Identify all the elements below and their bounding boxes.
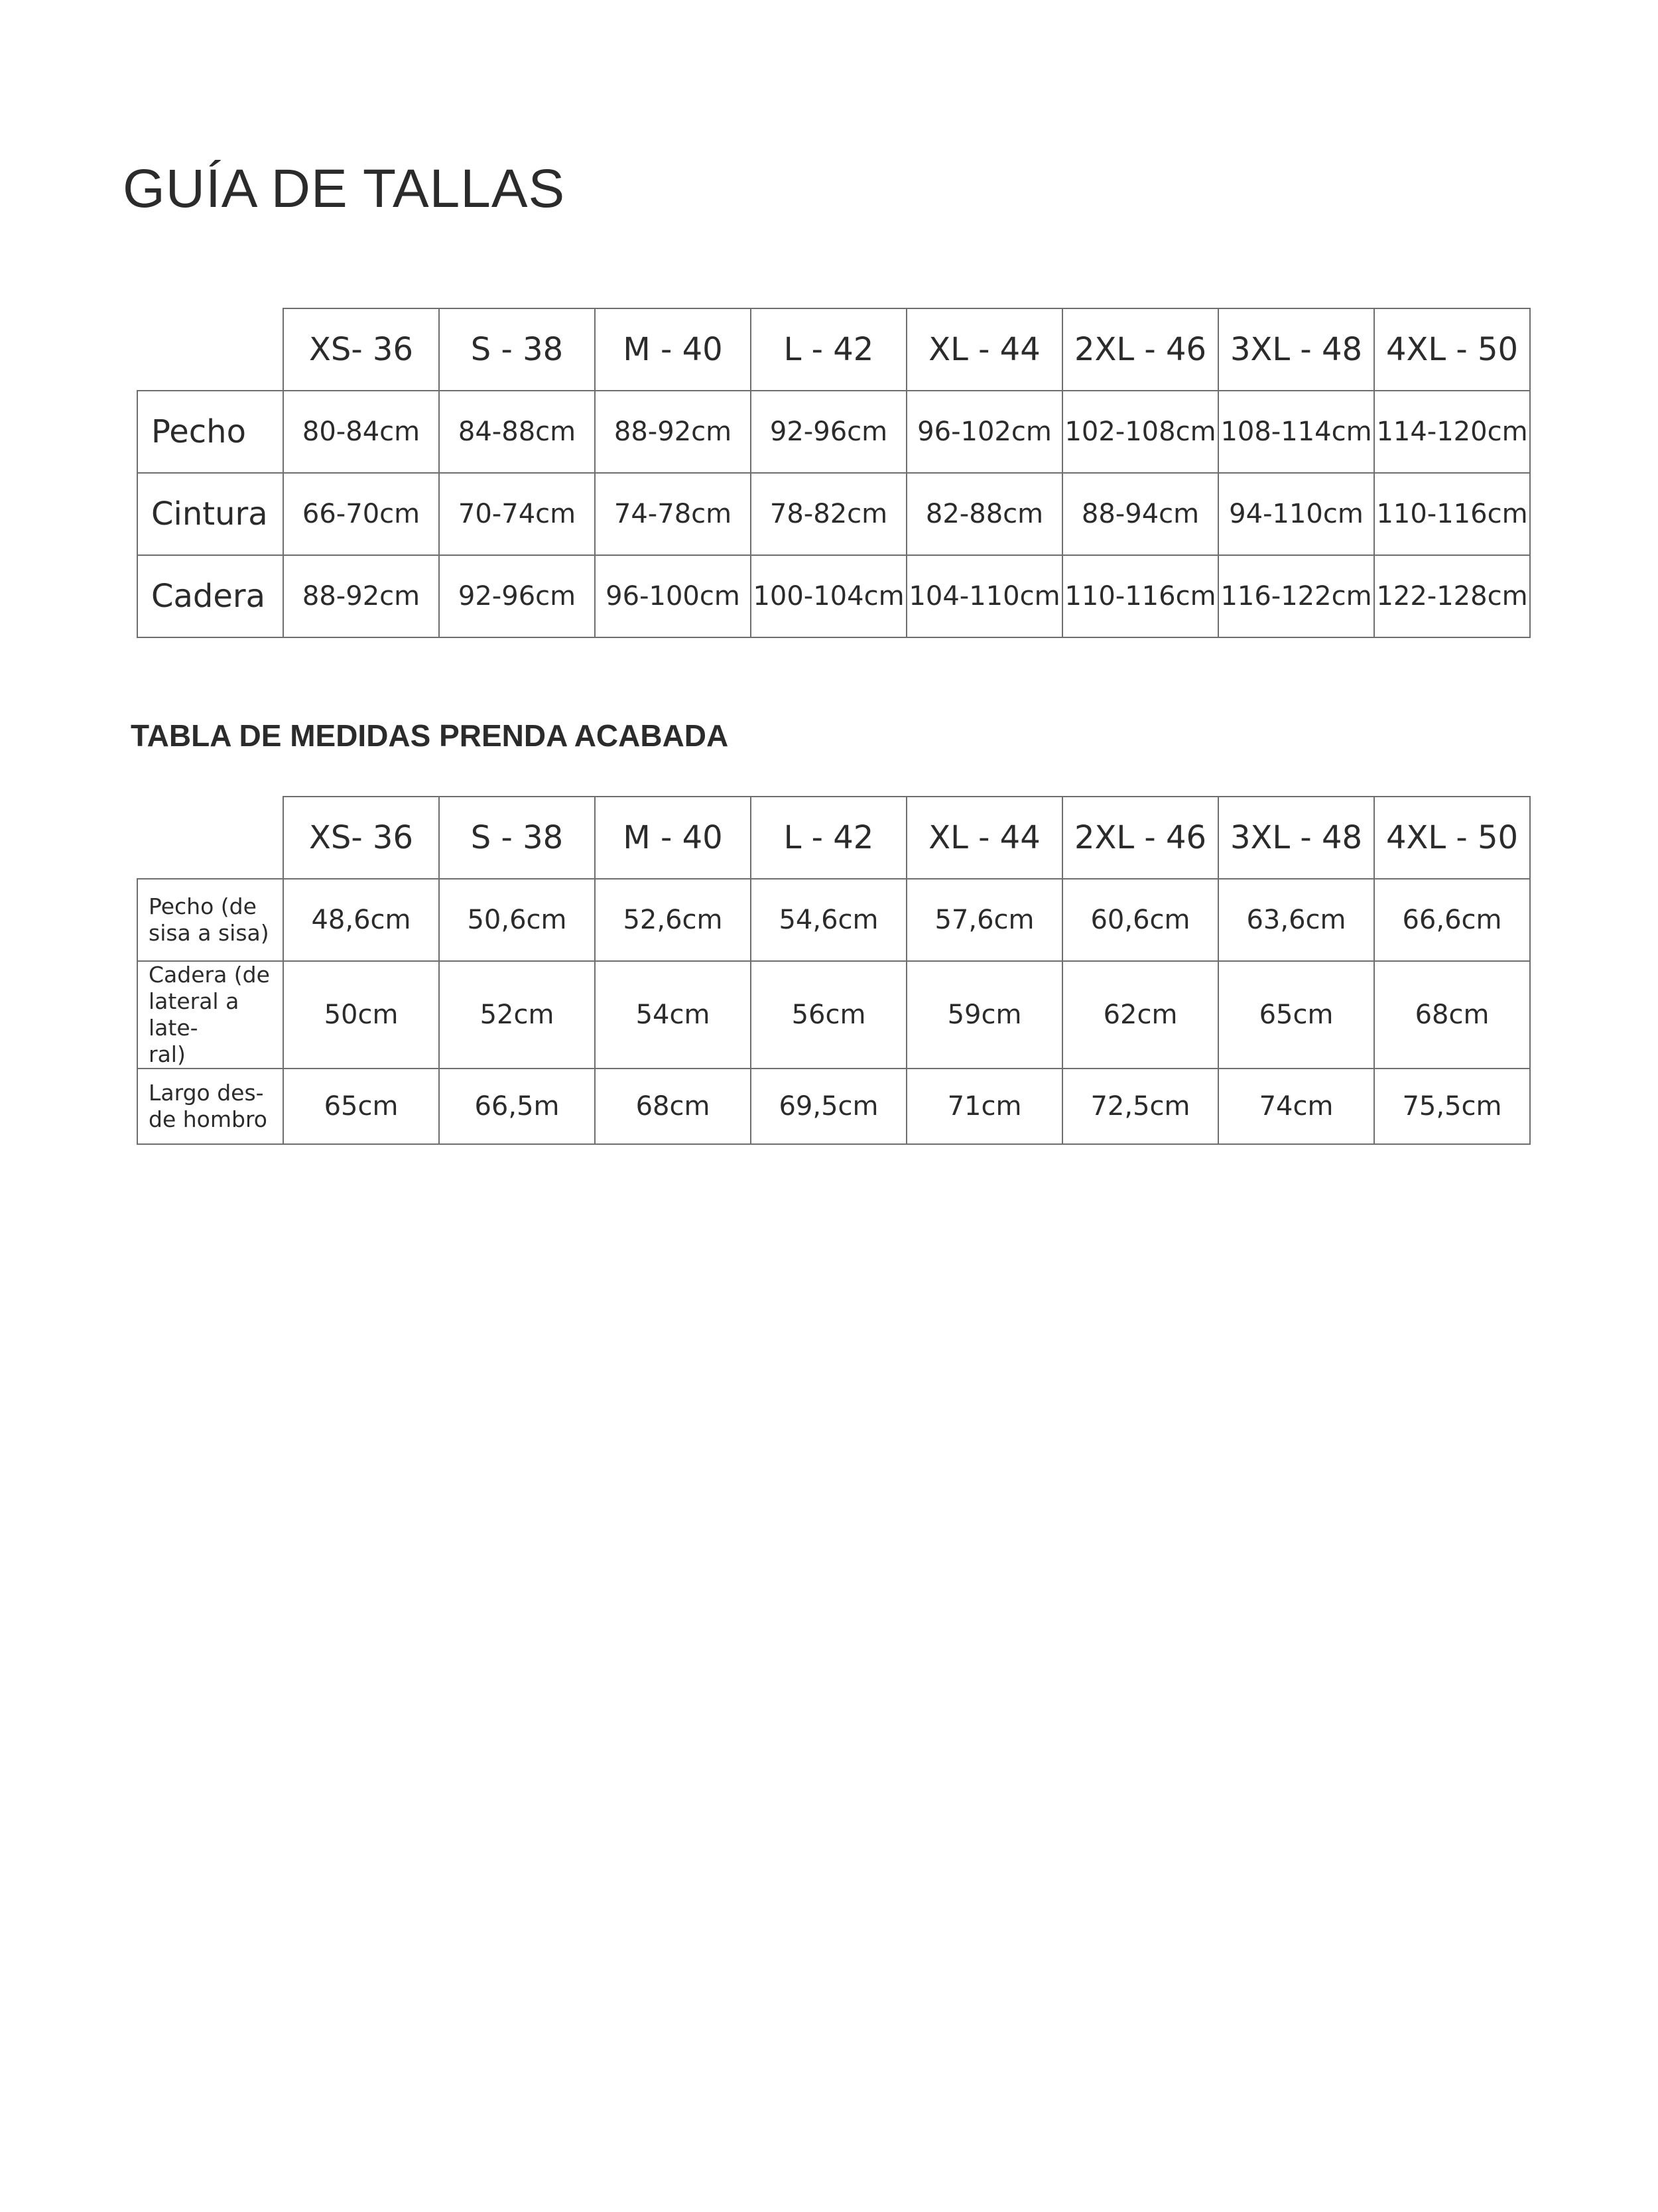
value-cell: 122-128cm — [1374, 555, 1530, 637]
row-label-line: sisa a sisa) — [149, 920, 269, 946]
value-cell: 69,5cm — [751, 1069, 907, 1144]
page-title: GUÍA DE TALLAS — [123, 159, 566, 219]
value-cell: 104-110cm — [907, 555, 1062, 637]
value-cell: 65cm — [1218, 961, 1374, 1069]
table-row — [137, 1069, 1530, 1144]
table-row — [137, 391, 1530, 473]
value-cell: 52,6cm — [595, 879, 751, 961]
value-cell: 92-96cm — [439, 555, 595, 637]
value-cell: 84-88cm — [439, 391, 595, 473]
size-header-row — [137, 797, 1530, 879]
value-cell: 50cm — [283, 961, 439, 1069]
value-cell: 59cm — [907, 961, 1062, 1069]
value-cell: 100-104cm — [751, 555, 907, 637]
table-row — [137, 473, 1530, 555]
row-label-line: de hombro — [149, 1106, 267, 1132]
size-header-cell: L - 42 — [751, 308, 907, 391]
value-cell: 75,5cm — [1374, 1069, 1530, 1144]
value-cell: 52cm — [439, 961, 595, 1069]
value-cell: 108-114cm — [1218, 391, 1374, 473]
value-cell: 88-92cm — [595, 391, 751, 473]
size-header-cell: L - 42 — [751, 797, 907, 879]
value-cell: 60,6cm — [1062, 879, 1218, 961]
value-cell: 88-92cm — [283, 555, 439, 637]
row-label-line: Pecho (de — [149, 893, 257, 919]
value-cell: 54,6cm — [751, 879, 907, 961]
value-cell: 66,5m — [439, 1069, 595, 1144]
value-cell: 116-122cm — [1218, 555, 1374, 637]
row-label-line: Cadera (de — [149, 962, 270, 988]
value-cell: 80-84cm — [283, 391, 439, 473]
finished-measurements-heading: TABLA DE MEDIDAS PRENDA ACABADA — [131, 718, 729, 753]
row-label-pecho-sisa — [137, 879, 283, 961]
value-cell: 88-94cm — [1062, 473, 1218, 555]
size-header-row — [137, 308, 1530, 391]
row-label-line: lateral a late- — [149, 988, 239, 1041]
value-cell: 50,6cm — [439, 879, 595, 961]
value-cell: 114-120cm — [1374, 391, 1530, 473]
value-cell: 54cm — [595, 961, 751, 1069]
value-cell: 78-82cm — [751, 473, 907, 555]
size-header-cell: M - 40 — [595, 308, 751, 391]
value-cell: 56cm — [751, 961, 907, 1069]
size-header-cell: 4XL - 50 — [1374, 797, 1530, 879]
size-header-cell: XL - 44 — [907, 797, 1062, 879]
size-header-cell: XS- 36 — [283, 797, 439, 879]
size-header-cell: 3XL - 48 — [1218, 308, 1374, 391]
size-header-cell: XL - 44 — [907, 308, 1062, 391]
value-cell: 66,6cm — [1374, 879, 1530, 961]
value-cell: 48,6cm — [283, 879, 439, 961]
size-header-cell: XS- 36 — [283, 308, 439, 391]
value-cell: 66-70cm — [283, 473, 439, 555]
corner-cell — [137, 308, 283, 391]
value-cell: 63,6cm — [1218, 879, 1374, 961]
size-header-cell: S - 38 — [439, 308, 595, 391]
row-label-largo-hombro — [137, 1069, 283, 1144]
size-header-cell: 3XL - 48 — [1218, 797, 1374, 879]
row-label-cadera-lateral — [137, 961, 283, 1069]
value-cell: 65cm — [283, 1069, 439, 1144]
size-guide-table — [137, 308, 1531, 638]
value-cell: 96-102cm — [907, 391, 1062, 473]
row-label-pecho: Pecho — [137, 391, 283, 473]
size-header-cell: 2XL - 46 — [1062, 797, 1218, 879]
value-cell: 102-108cm — [1062, 391, 1218, 473]
size-header-cell: 4XL - 50 — [1374, 308, 1530, 391]
value-cell: 74cm — [1218, 1069, 1374, 1144]
row-label-line: Largo des- — [149, 1080, 264, 1106]
row-label-line: ral) — [149, 1041, 186, 1067]
value-cell: 72,5cm — [1062, 1069, 1218, 1144]
value-cell: 110-116cm — [1374, 473, 1530, 555]
row-label-cintura: Cintura — [137, 473, 283, 555]
value-cell: 68cm — [595, 1069, 751, 1144]
size-header-cell: M - 40 — [595, 797, 751, 879]
size-header-cell: S - 38 — [439, 797, 595, 879]
value-cell: 110-116cm — [1062, 555, 1218, 637]
value-cell: 96-100cm — [595, 555, 751, 637]
value-cell: 94-110cm — [1218, 473, 1374, 555]
value-cell: 74-78cm — [595, 473, 751, 555]
value-cell: 57,6cm — [907, 879, 1062, 961]
table-row — [137, 555, 1530, 637]
size-header-cell: 2XL - 46 — [1062, 308, 1218, 391]
value-cell: 92-96cm — [751, 391, 907, 473]
value-cell: 62cm — [1062, 961, 1218, 1069]
value-cell: 82-88cm — [907, 473, 1062, 555]
corner-cell — [137, 797, 283, 879]
value-cell: 70-74cm — [439, 473, 595, 555]
row-label-cadera: Cadera — [137, 555, 283, 637]
finished-garment-table — [137, 796, 1531, 1145]
value-cell: 71cm — [907, 1069, 1062, 1144]
table-row — [137, 879, 1530, 961]
value-cell: 68cm — [1374, 961, 1530, 1069]
table-row — [137, 961, 1530, 1069]
